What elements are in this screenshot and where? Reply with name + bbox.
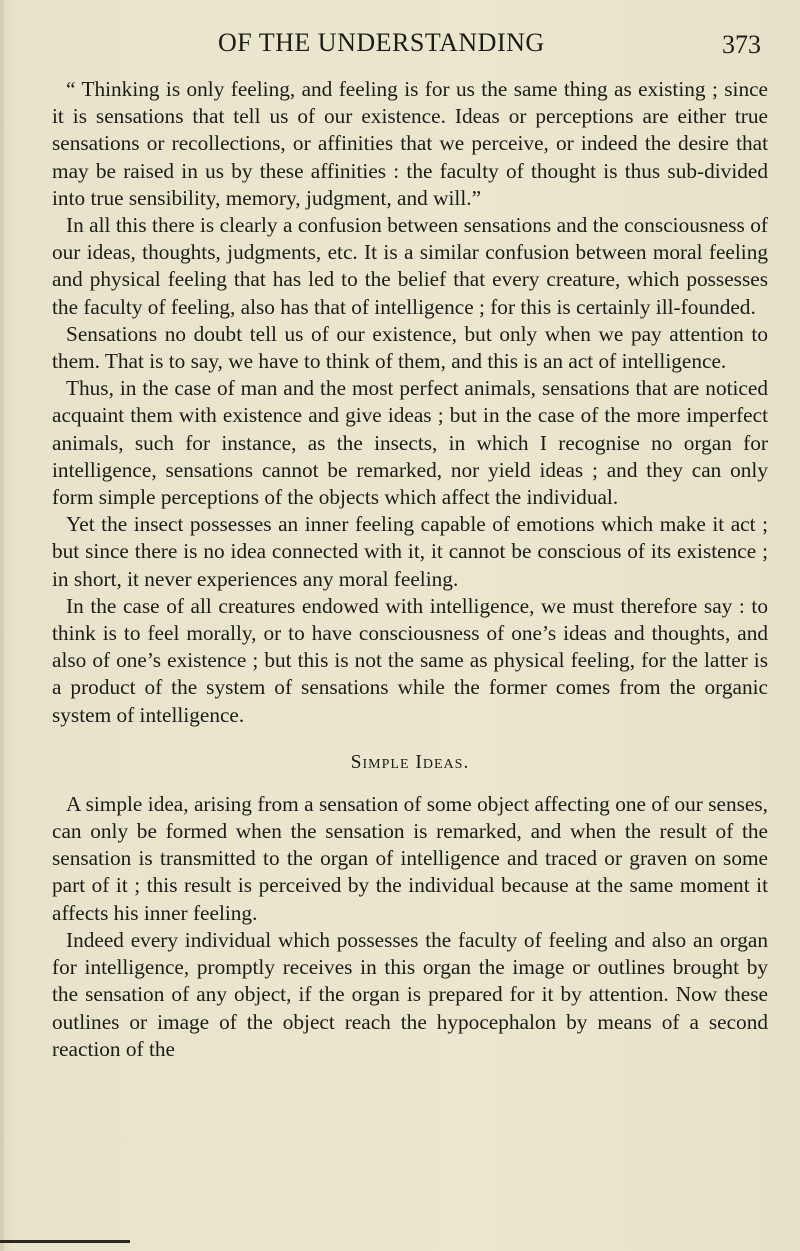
paragraph: Yet the insect possesses an inner feeling capable of emotions which make it act ; but since there is no idea connected with it, it cannot be conscious of its existence ; in short, it never experiences any moral feeling. [52,512,768,591]
paragraph: Thus, in the case of man and the most perfect animals, sensations that are noticed acquaint them with existence and give ideas ; but in the case of the more imperfect animals, such for instance, as the insects, in which I recognise no organ for intelligence, sensations cannot be remarked, nor yield ideas ; and they can only form simple perceptions of the objects which affect the individual. [52,376,768,510]
section-heading-text: Simple Ideas. [350,751,470,773]
paragraph: “ Thinking is only feeling, and feeling is for us the same thing as existing ; since it is sensations that tell us of our existence. Ideas or perceptions are either true sensations or recollections, or affinities that we perceive, or indeed the desire that may be raised in us by these affinities : the faculty of thought is thus sub-divided into true sensibility, memory, judgment, and will.” [52,77,768,210]
running-head: OF THE UNDERSTANDING [218,28,545,57]
page-bottom-rule [0,1240,130,1243]
paragraph: In the case of all creatures endowed with intelligence, we must therefore say : to think is to feel morally, or to have consciousness of one’s ideas and thoughts, and also of one’s existence ; but this is not the same as physical feeling, for the latter is a product of the system of sensations while the former comes from the organic system of intelligence. [52,593,768,727]
page-header [0,16,800,59]
paragraph: Indeed every individual which possesses the faculty of feeling and also an organ for intelligence, promptly receives in this organ the image or outlines brought by the sensation of any object, if the organ is prepared for it by attention. Now these outlines or image of the object reach the hypocephalon by means of a second reaction of the [52,927,768,1061]
page-gutter-edge [0,0,4,1251]
body-text [52,76,768,1063]
page-number: 373 [722,30,761,59]
paragraph: Sensations no doubt tell us of our existence, but only when we pay attention to them. That is to say, we have to think of them, and this is an act of intelligence. [52,321,768,374]
section-heading [52,751,768,775]
paragraph: In all this there is clearly a confusion between sensations and the consciousness of our ideas, thoughts, judgments, etc. It is a similar confusion between moral feeling and physical feeling that has led to the belief that every creature, which possesses the faculty of feeling, also has that of intelligence ; for this is certainly ill-founded. [52,213,768,319]
paragraph: A simple idea, arising from a sensation of some object affecting one of our senses, can only be formed when the sensation is remarked, and when the result of the sensation is transmitted to the organ of intelligence and traced or graven on some part of it ; this result is perceived by the individual because at the same moment it affects his inner feeling. [52,791,768,925]
